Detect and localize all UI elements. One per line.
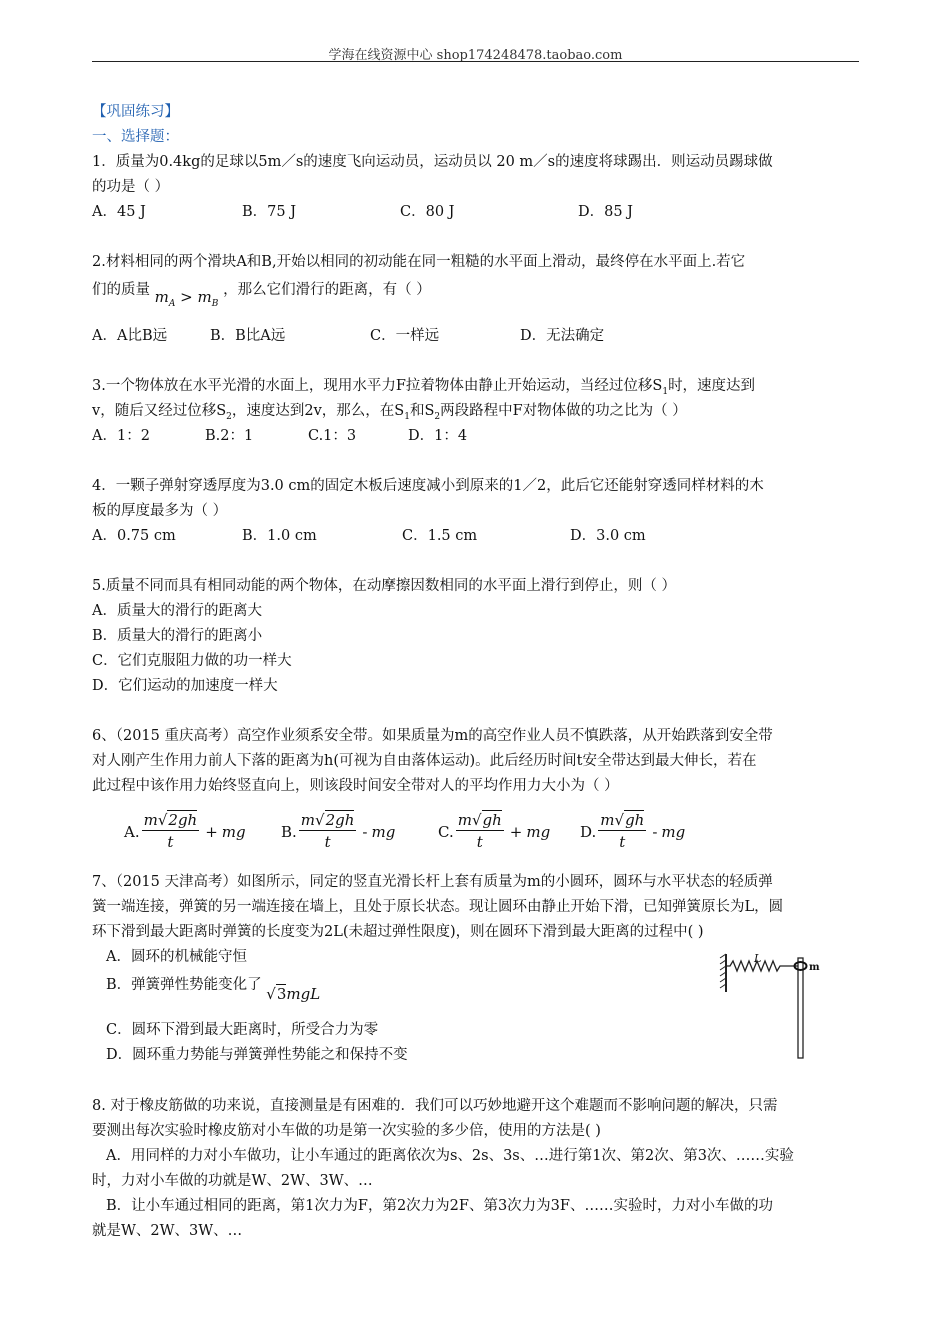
q4-option-a: A．0.75 cm xyxy=(92,528,176,544)
q7-option-b: B．弹簧弹性势能变化了 √3mgL xyxy=(106,977,321,1003)
vertical-rod xyxy=(798,958,803,1058)
q5-option-b: B．质量大的滑行的距离小 xyxy=(92,628,263,644)
q8-option-a-line2: 时，力对小车做的功就是W、2W、3W、… xyxy=(92,1173,373,1189)
section-subtitle: 一、选择题： xyxy=(92,129,179,145)
q7-option-c: C．圆环下滑到最大距离时，所受合力为零 xyxy=(106,1022,379,1038)
q7-option-a: A．圆环的机械能守恒 xyxy=(106,949,247,965)
q2-option-d: D．无法确定 xyxy=(520,328,605,344)
q7-option-d: D．圆环重力势能与弹簧弹性势能之和保持不变 xyxy=(106,1047,408,1063)
header-rule xyxy=(92,61,859,62)
q4-option-d: D．3.0 cm xyxy=(570,528,646,544)
q6-stem-line1: 6、（2015 重庆高考）高空作业须系安全带。如果质量为m的高空作业人员不慎跌落，从开始跌落到安全带 xyxy=(92,728,773,744)
q1-stem-line1: 1．质量为0.4kg的足球以5m／s的速度飞向运动员，运动员以 20 m／s的速度将球踢出．则运动员踢球做 xyxy=(92,154,773,170)
q4-stem-line1: 4．一颗子弹射穿透厚度为3.0 cm的固定木板后速度减小到原来的1／2，此后它还能射穿透同样材料的木 xyxy=(92,478,764,494)
q6-option-d: D. $\frac{m√gh}{t}$ - mg xyxy=(580,811,686,851)
q3-options xyxy=(92,424,862,449)
q2-mass-expression: $m_A > m_B$ xyxy=(154,288,219,309)
q8-option-a-line1: A．用同样的力对小车做功，让小车通过的距离依次为s、2s、3s、…进行第1次、第2次、第3次、……实验 xyxy=(106,1148,794,1164)
q8-stem-line1: 8. 对于橡皮筋做的功来说，直接测量是有困难的．我们可以巧妙地避开这个难题而不影响问题的解决，只需 xyxy=(92,1098,778,1114)
q1-option-b: B．75 J xyxy=(242,204,297,220)
spring-length-label: L xyxy=(754,952,762,965)
q7-stem-line3: 环下滑到最大距离时弹簧的长度变为2L(未超过弹性限度)，则在圆环下滑到最大距离的过程中( ) xyxy=(92,924,704,940)
q2-stem-line1: 2.材料相同的两个滑块A和B,开始以相同的初动能在同一粗糙的水平面上滑动，最终停在水平面上.若它 xyxy=(92,254,746,270)
q2-stem-line2: 们的质量 $m_A > m_B$ ，那么它们滑行的距离，有（ ） xyxy=(92,282,431,309)
q5-stem: 5.质量不同而具有相同动能的两个物体，在动摩擦因数相同的水平面上滑行到停止，则（ ） xyxy=(92,578,676,594)
q5-option-c: C．它们克服阻力做的功一样大 xyxy=(92,653,292,669)
section-title: 【巩固练习】 xyxy=(92,104,179,120)
q7-stem-line2: 簧一端连接，弹簧的另一端连接在墙上，且处于原长状态。现让圆环由静止开始下滑，已知弹簧原长为L，圆 xyxy=(92,899,784,915)
q3-option-d: D．1：4 xyxy=(408,428,468,444)
q2-option-b: B．B比A远 xyxy=(210,328,286,344)
q8-option-b-line2: 就是W、2W、3W、… xyxy=(92,1223,243,1239)
spring-icon xyxy=(726,961,798,971)
q6-stem-line3: 此过程中该作用力始终竖直向上，则该段时间安全带对人的平均作用力大小为（ ） xyxy=(92,778,619,794)
q8-option-b-line1: B．让小车通过相同的距离，第1次力为F，第2次力为2F、第3次力为3F、……实验时，力对小车做的功 xyxy=(106,1198,773,1214)
q1-option-d: D．85 J xyxy=(578,204,633,220)
q2-option-a: A．A比B远 xyxy=(92,328,168,344)
spring-ring-figure xyxy=(716,952,826,1060)
q1-stem-line2: 的功是（ ） xyxy=(92,179,170,195)
q3-option-c: C.1：3 xyxy=(308,428,357,444)
q6-option-a: A. $\frac{m√2gh}{t}$ + mg xyxy=(124,811,246,851)
page-header: 学海在线资源中心 shop174248478.taobao.com xyxy=(328,48,623,63)
q2-option-c: C．一样远 xyxy=(370,328,440,344)
q2-options xyxy=(92,324,862,349)
q8-stem-line2: 要测出每次实验时橡皮筋对小车做的功是第一次实验的多少倍，使用的方法是( ) xyxy=(92,1123,601,1139)
q4-option-b: B．1.0 cm xyxy=(242,528,317,544)
q3-stem-line2: v，随后又经过位移$S_2$，速度达到2v，那么，在$S_1$和$S_2$两段路程中F对物体做的功之比为（ ） xyxy=(92,403,687,422)
q1-option-c: C．80 J xyxy=(400,204,455,220)
q1-options xyxy=(92,200,862,225)
q4-options xyxy=(92,524,862,549)
q4-stem-line2: 板的厚度最多为（ ） xyxy=(92,503,228,519)
q3-stem-line1: 3.一个物体放在水平光滑的水面上，现用水平力F拉着物体由静止开始运动，当经过位移$S_1$时，速度达到 xyxy=(92,378,756,397)
q6-stem-line2: 对人刚产生作用力前人下落的距离为h(可视为自由落体运动)。此后经历时间t安全带达到最大伸长，若在 xyxy=(92,753,757,769)
q5-option-d: D．它们运动的加速度一样大 xyxy=(92,678,278,694)
q3-option-a: A．1：2 xyxy=(92,428,150,444)
q6-option-c: C. $\frac{m√gh}{t}$ + mg xyxy=(438,811,551,851)
q3-option-b: B.2：1 xyxy=(205,428,254,444)
q6-option-b: B. $\frac{m√2gh}{t}$ - mg xyxy=(281,811,396,851)
q1-option-a: A．45 J xyxy=(92,204,146,220)
q5-option-a: A．质量大的滑行的距离大 xyxy=(92,603,262,619)
ring-mass-label: m xyxy=(809,962,820,973)
q4-option-c: C．1.5 cm xyxy=(402,528,478,544)
q7-stem-line1: 7、（2015 天津高考）如图所示，同定的竖直光滑长杆上套有质量为m的小圆环，圆环与水平状态的轻质弹 xyxy=(92,874,773,890)
